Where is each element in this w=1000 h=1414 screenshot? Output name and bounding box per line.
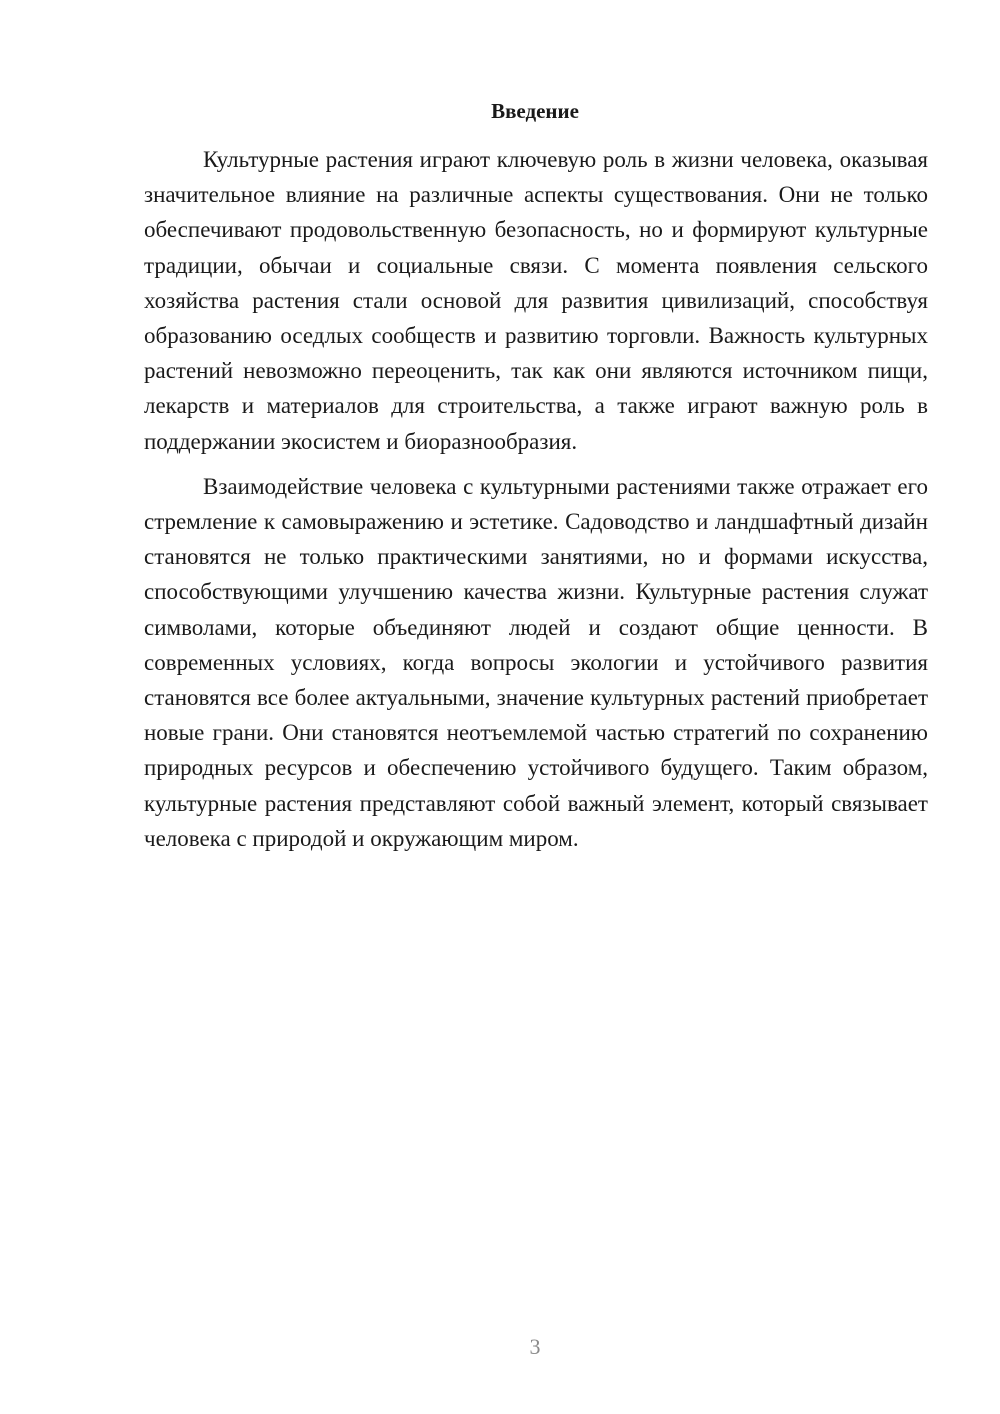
body-text (144, 142, 928, 856)
page-number: 3 (529, 1334, 541, 1359)
section-heading: Введение (491, 99, 579, 123)
paragraph-1: Культурные растения играют ключевую роль в жизни человека, оказывая значительное влияние на различные аспекты существования. Они не только обеспечивают продовольственную безопасность, но и формируют культурные традиции, обычаи и социальные связи. С момента появления сельского хозяйства растения стали основой для развития цивилизаций, способствуя образованию оседлых сообществ и развитию торговли. Важность культурных растений невозможно переоценить, так как они являются источником пищи, лекарств и материалов для строительства, а также играют важную роль в поддержании экосистем и биоразнообразия. (144, 147, 928, 454)
paragraph-2: Взаимодействие человека с культурными растениями также отражает его стремление к самовыражению и эстетике. Садоводство и ландшафтный дизайн становятся не только практическими занятиями, но и формами искусства, способствующими улучшению качества жизни. Культурные растения служат символами, которые объединяют людей и создают общие ценности. В современных условиях, когда вопросы экологии и устойчивого развития становятся все более актуальными, значение культурных растений приобретает новые грани. Они становятся неотъемлемой частью стратегий по сохранению природных ресурсов и обеспечению устойчивого будущего. Таким образом, культурные растения представляют собой важный элемент, который связывает человека с природой и окружающим миром. (144, 473, 928, 851)
